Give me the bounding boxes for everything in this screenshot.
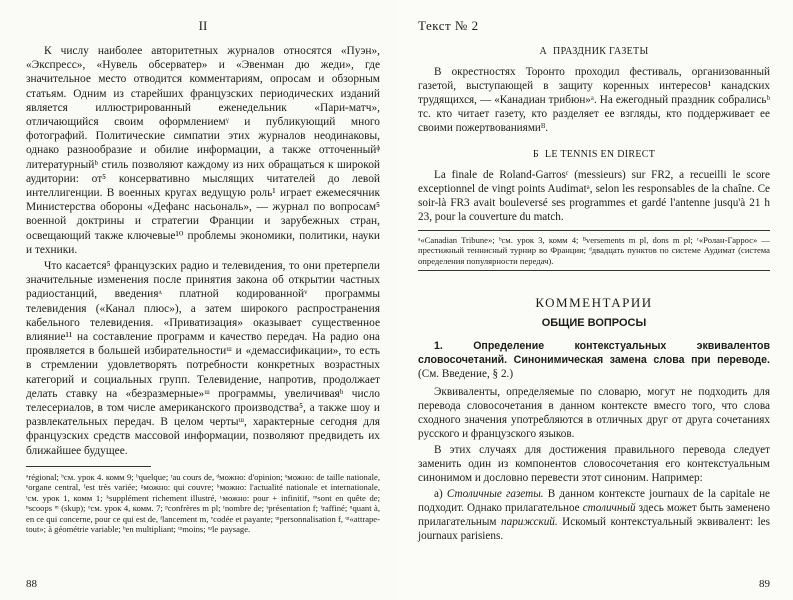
page-number: 88 (26, 578, 37, 590)
text-body: La finale de Roland-Garrosʳ (messieurs) sur FR2, a recueilli le score exceptionnel de vingt points Audimatᵃ, selon les responsables de la chaîne. Ce soir-là FR3 avait bouleversé ses programmes et gardé l'antenne jusqu'à 21 h 23, pour la couverture du match. (418, 169, 770, 223)
footnote-rule (26, 466, 151, 467)
section-heading: II (198, 18, 208, 33)
paragraph: Что касается⁵ французских радио и телевидения, то они претерпели значительные изменения после принятия закона об открытии частных радиостанций, введенияᶺ платной кодированнойᵛ программы телевидения («Канал плюс»), а затем широкого распространения кабельного телевидения. «Приватизация» оказывает существенное влияние¹¹ на составление программ и качество передач. На радио она проявляется в большей избирательностиᵚ и «демассификации», то есть в стремлении удовлетворять потребности конкретных возрастных категорий и социальных групп. Телевидение, напротив, продолжает делать ставку на «безразмерные»ᵚ программы, увеличиваяᵇ число телесериалов, в том числе американского производства⁵, а также шоу и развлекательных передач. В целом чертыᵚ, характерные сегодня для французских средств массовой информации, позволяют предвидеть их ближайшее будущее. (26, 260, 380, 457)
example-text: Искомый контекстуальный эквивалент: les journaux parisiens. (418, 516, 770, 543)
page-number: 89 (759, 578, 770, 590)
example-item (418, 487, 770, 543)
text-letter: А (539, 46, 548, 57)
left-body (26, 44, 380, 458)
right-page (396, 0, 792, 600)
example-label: а) (434, 488, 443, 501)
text-letter: Б (532, 149, 539, 160)
text-title: Текст № 2 (418, 18, 479, 33)
comments-body (418, 385, 770, 543)
text-body: В окрестностях Торонто проходил фестиваль, организованный газетой, выступающей в защиту коренных интересов¹ канадских трудящихся, — «Канадиан трибюн»ᵃ. На ежегодный праздник собралисьᵇ тс. кто читает газету, кто разделяет ее взгляды, кто поддерживает ее своими пожертвованиямиᴮ. (418, 66, 770, 134)
footnote-text: ᵃrégional; ᵇсм. урок 4. комм 9; ᵇquelque; ʳau cours de, ᵈможно: d'opinion; ᵉможно: de taille nationale, ᵉorgane central, ᶠest très variée; ᵍможно: qui couvre; ᵏможно: l'actualité nationale et internationale, ᶦсм. урок 1, комм 1; ᵏsupplément richement illustré, ᶫможно: pour + infinitif, ᵐsont en quête de; ⁿscoops ᵐ (skup); ᵒсм. урок 4, комм. 7; ᵖconfrères m pl; ʳnombre de; ˢprésentation f; ᵗraffiné; ᵘquant à, en ce qui concerne, pour ce qui est de, ᶠlancement m, ᵛcodée et payante; ᵚpersonnalisation f, ᵚ«attrape-tout»; à géométrie variable; ᵇen multipliant; ᵚmoins; ᵚle paysage. (26, 471, 380, 534)
comment-point (418, 339, 770, 381)
example-text: В данном контексте journaux de la capitale не подходит. Однако прилагательное (418, 488, 771, 515)
paragraph: Эквиваленты, определяемые по словарю, могут не подходить для перевода словосочетания в данном контексте вмесго того, что слова сходного значения употребляются в отличных друг от друга сочетаниях русского и французского языков. (418, 386, 770, 441)
comments-title: КОММЕНТАРИИ (535, 295, 653, 311)
text-heading (418, 46, 770, 57)
text-heading-label: ПРАЗДНИК ГАЗЕТЫ (553, 46, 649, 57)
left-footnotes (26, 472, 380, 534)
right-footnotes: ᵃ«Canadian Tribune»; ᵇсм. урок 3, комм 4; ᴮversements m pl, dons m pl; ʳ«Ролан-Гаррос» — престижный теннисный турнир во Франции; ᵈдвадцать пунктов по системе Аудимат (система определения популярности передач). (418, 230, 770, 271)
text-heading (418, 149, 770, 160)
paragraph: В этих случаях для достижения правильного перевода следует заменить один из компонентов словосочетания его контекстуальным синонимом и дословно перевести этот синоним. Например: (418, 444, 770, 485)
text-block-a (418, 46, 770, 135)
point-ref: (См. Введение, § 2.) (418, 368, 514, 381)
example-term: Столичные газеты. (446, 488, 544, 501)
text-block-b (418, 149, 770, 224)
general-title: ОБЩИЕ ВОПРОСЫ (541, 317, 647, 330)
left-page (0, 0, 396, 600)
example-text: здесь может быть заменено прилагательным (418, 502, 770, 529)
example-adjective: парижский. (501, 516, 558, 529)
paragraph: К числу наиболее авторитетных журналов относятся «Пуэн», «Экспресс», «Нувель обсерватер» и «Эвенман дю жеди», где значительное место отводится комментариям, опросам и обзорным статьям. Одним из старейших французских периодических изданий является иллюстрированный еженедельник «Пари-матч», отличающийся своим оформлениемᵞ и публикующий много фотографий. Политические симпатии этих журналов неодинаковы, однако разнообразие и обилие информации, а также отточенныйᶲ литературныйᵇ стиль позволяют каждому из них обращаться к широкой аудитории: от⁵ консервативно мыслящих читателей до левой интеллигенции. В военных кругах ведущую роль¹ играет ежемесячник Министерства обороны «Дефанс насьональ», — журнал по вопросам⁵ военной доктрины и стратегии Франции и зарубежных стран, освещающий также ключевые¹⁰ проблемы экономики, политики, науки и техники. (26, 45, 380, 256)
text-heading-label: LE TENNIS EN DIRECT (544, 149, 656, 160)
example-adjective: столичный (582, 502, 636, 515)
point-title: 1. Определение контекстуальных эквивалентов словосочетаний. Синонимическая замена слова при переводе. (418, 340, 770, 367)
